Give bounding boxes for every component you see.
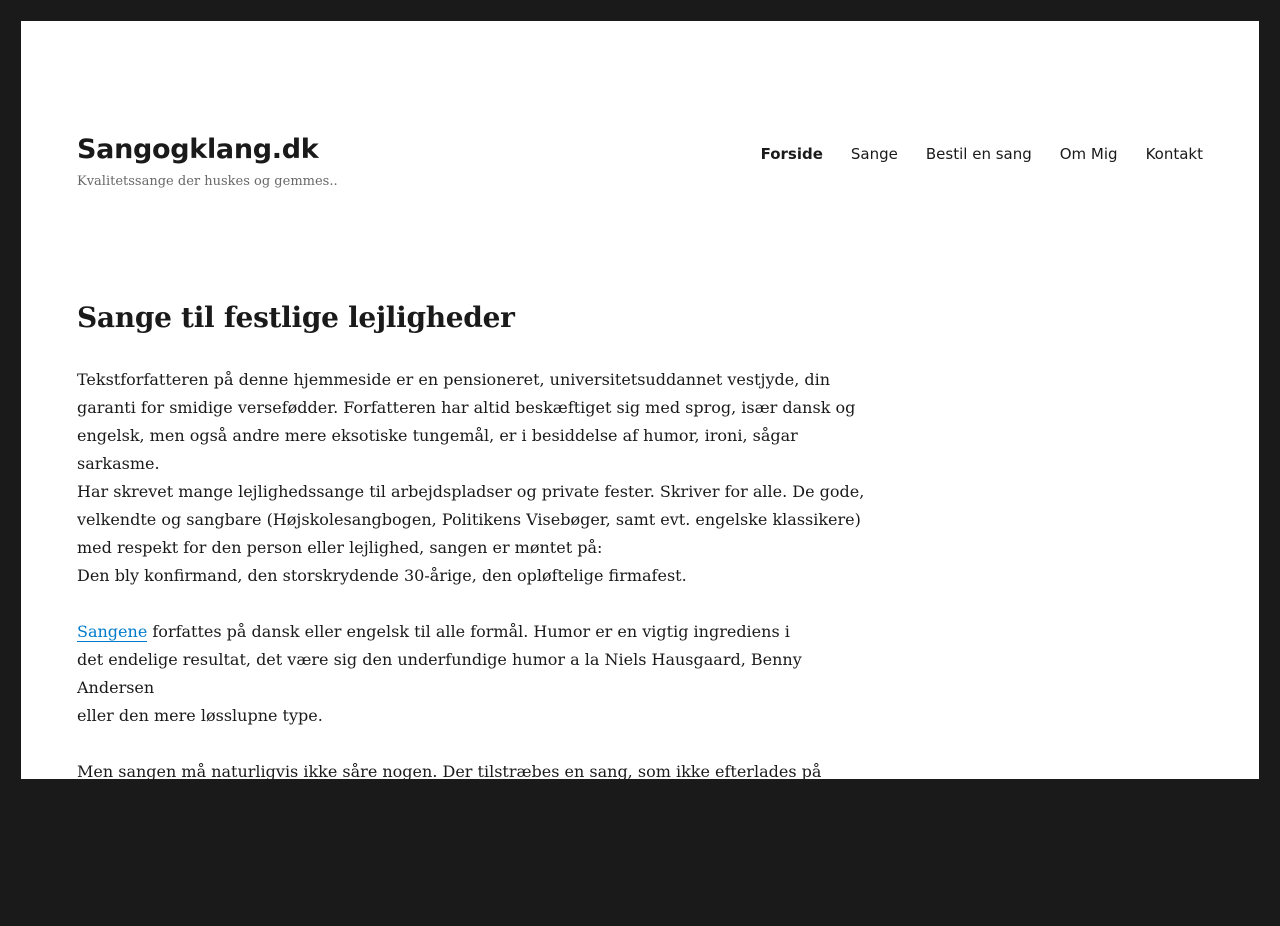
nav-item-bestil-en-sang[interactable]: Bestil en sang [925, 145, 1032, 163]
page-title: Sange til festlige lejligheder [77, 301, 515, 334]
paragraph-languages [77, 618, 877, 730]
paragraph-personal-song [77, 758, 877, 898]
text-line: velkendte og sangbare (Højskolesangbogen, Politikens Visebøger, samt evt. engelske klassikere) [77, 510, 861, 529]
site-title-link[interactable]: Sangogklang.dk [77, 134, 319, 165]
sangene-link[interactable]: Sangene [77, 622, 148, 641]
text-line: engelsk, men også andre mere eksotiske tungemål, er i besiddelse af humor, ironi, sågar sarkasme. [77, 426, 798, 473]
text-line: garanti for smidige versefødder. Forfatteren har altid beskæftiget sig med sprog, især dansk og [77, 398, 856, 417]
nav-item-kontakt[interactable]: Kontakt [1145, 145, 1203, 163]
site-description: Kvalitetssange der huskes og gemmes.. [77, 174, 338, 189]
text-line: forfattes på dansk eller engelsk til alle formål. Humor er en vigtig ingrediens i [147, 622, 790, 641]
site-branding [77, 131, 338, 192]
text-line: det endelige resultat, det være sig den underfundige humor a la Niels Hausgaard, Benny Andersen [77, 650, 802, 697]
text-line: snarere end at være en massefabrikeret skabelonsang, er en verbal kavalkade over hvad der er sket [77, 846, 855, 893]
nav-item-sange[interactable]: Sange [850, 145, 898, 163]
main-content [77, 296, 877, 926]
text-line: Har skrevet mange lejlighedssange til arbejdspladser og private fester. Skriver for alle. De gode, [77, 482, 865, 501]
nav-item-om-mig[interactable]: Om Mig [1059, 145, 1118, 163]
page [21, 21, 1259, 893]
main-navigation [761, 142, 1203, 166]
text-line: Tekstforfatteren på denne hjemmeside er en pensioneret, universitetsuddannet vestjyde, din [77, 370, 831, 389]
text-line: Men sangen må naturligvis ikke såre nogen. Der tilstræbes en sang, som ikke efterlades på bordet [77, 762, 822, 809]
paragraph-intro [77, 366, 877, 590]
text-line: Den bly konfirmand, den storskrydende 30-årige, den opløftelige firmafest. [77, 566, 687, 585]
text-line: med respekt for den person eller lejlighed, sangen er møntet på: [77, 538, 603, 557]
entry-content [77, 366, 877, 898]
nav-item-forside[interactable]: Forside [760, 145, 823, 163]
text-line: efter festen, men som tages med hjem og gemmes i scrapbogen. Altså en personlig sang , der [77, 818, 839, 837]
text-line: eller den mere løsslupne type. [77, 706, 323, 725]
